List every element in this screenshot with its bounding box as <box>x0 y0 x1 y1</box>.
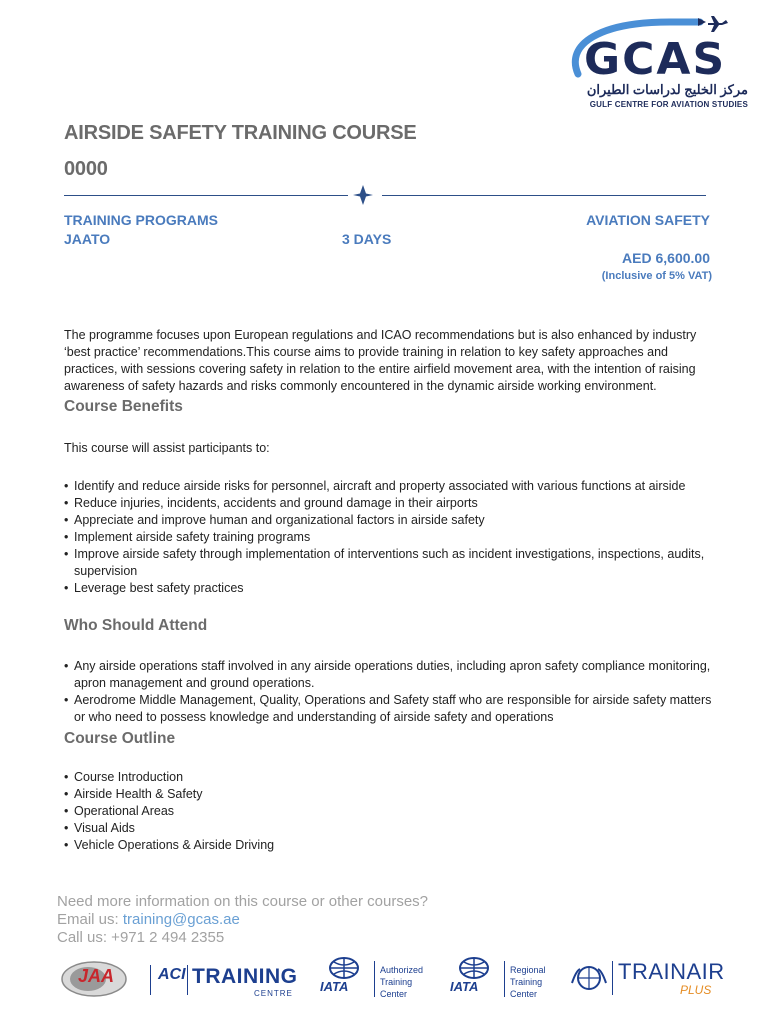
trainair-wordmark: TRAINAIR <box>618 959 725 984</box>
email-line <box>57 911 240 928</box>
iata-authorized-training-center-logo <box>316 955 438 1001</box>
list-item: • Identify and reduce airside risks for personnel, aircraft and property associated with various functions at airside <box>64 478 714 495</box>
list-item: • Any airside operations staff involved in any airside operations duties, including apron safety compliance monitoring, apron management and ground operations. <box>64 658 714 692</box>
icao-emblem-icon <box>570 963 608 993</box>
list-item: • Appreciate and improve human and organizational factors in airside safety <box>64 512 714 529</box>
icao-trainair-plus-logo <box>570 955 725 1001</box>
list-item: • Operational Areas <box>64 803 714 820</box>
program-code: JAATO <box>64 231 111 247</box>
training-wordmark: TRAINING <box>192 965 298 988</box>
benefits-list <box>64 478 714 597</box>
globe-icon <box>458 957 490 979</box>
vat-note: (Inclusive of 5% VAT) <box>601 270 712 282</box>
course-duration: 3 DAYS <box>342 231 392 247</box>
logo-arabic-name: مركز الخليج لدراسات الطيران <box>586 82 748 97</box>
title-divider <box>64 183 706 207</box>
logo-wordmark: GCAS <box>584 34 727 85</box>
plus-label: PLUS <box>680 983 712 997</box>
outline-list <box>64 769 714 854</box>
phone-line: Call us: +971 2 494 2355 <box>57 929 225 946</box>
iata-wordmark: IATA <box>320 979 349 994</box>
centre-label: CENTRE <box>254 989 293 998</box>
attend-list <box>64 658 714 726</box>
iata-wordmark: IATA <box>450 979 479 994</box>
logo-english-name: GULF CENTRE FOR AVIATION STUDIES <box>589 100 748 109</box>
list-item: • Leverage best safety practices <box>64 580 714 597</box>
list-item: • Course Introduction <box>64 769 714 786</box>
list-item: • Reduce injuries, incidents, accidents and ground damage in their airports <box>64 495 714 512</box>
list-item: • Aerodrome Middle Management, Quality, Operations and Safety staff who are responsible for airside safety matters or who need to possess knowledge and understanding of airside safety and operations <box>64 692 714 726</box>
iata-regional-text: Regional Training Center <box>510 965 546 999</box>
course-category: AVIATION SAFETY <box>586 212 710 228</box>
iata-authorized-text: Authorized Training Center <box>380 965 424 999</box>
list-item: • Vehicle Operations & Airside Driving <box>64 837 714 854</box>
globe-icon <box>328 957 360 979</box>
list-item: • Implement airside safety training programs <box>64 529 714 546</box>
course-description: The programme focuses upon European regulations and ICAO recommendations but is also enhanced by industry ‘best practice’ recommendations.This course aims to provide training in relation to key safety approaches and practices, with sessions covering safety in relation to the entire airfield movement area, with the intention of raising awareness of safety hazards and risks commonly encountered in the dynamic airside working environment. <box>64 328 697 393</box>
email-label: Email us: <box>57 911 123 928</box>
benefits-heading: Course Benefits <box>64 398 183 415</box>
course-title: AIRSIDE SAFETY TRAINING COURSE <box>64 122 417 144</box>
benefits-intro: This course will assist participants to: <box>64 441 270 455</box>
aci-wordmark: ACI <box>158 966 186 983</box>
gcas-logo <box>560 4 760 116</box>
contact-prompt: Need more information on this course or other courses? <box>57 893 429 910</box>
outline-heading: Course Outline <box>64 730 176 747</box>
jaa-wordmark: JAA <box>78 966 115 986</box>
jaa-logo <box>58 955 136 1001</box>
program-label: TRAINING PROGRAMS <box>64 212 218 228</box>
email-link[interactable]: training@gcas.ae <box>122 911 240 928</box>
airplane-icon <box>351 184 375 206</box>
list-item: • Improve airside safety through implementation of interventions such as incident investigations, inspections, audits, supervision <box>64 546 714 580</box>
course-code: 0000 <box>64 158 108 180</box>
course-price: AED 6,600.00 <box>622 250 710 266</box>
attend-heading: Who Should Attend <box>64 617 208 634</box>
list-item: • Airside Health & Safety <box>64 786 714 803</box>
aci-training-centre-logo <box>150 955 306 1001</box>
iata-regional-training-center-logo <box>446 955 568 1001</box>
list-item: • Visual Aids <box>64 820 714 837</box>
